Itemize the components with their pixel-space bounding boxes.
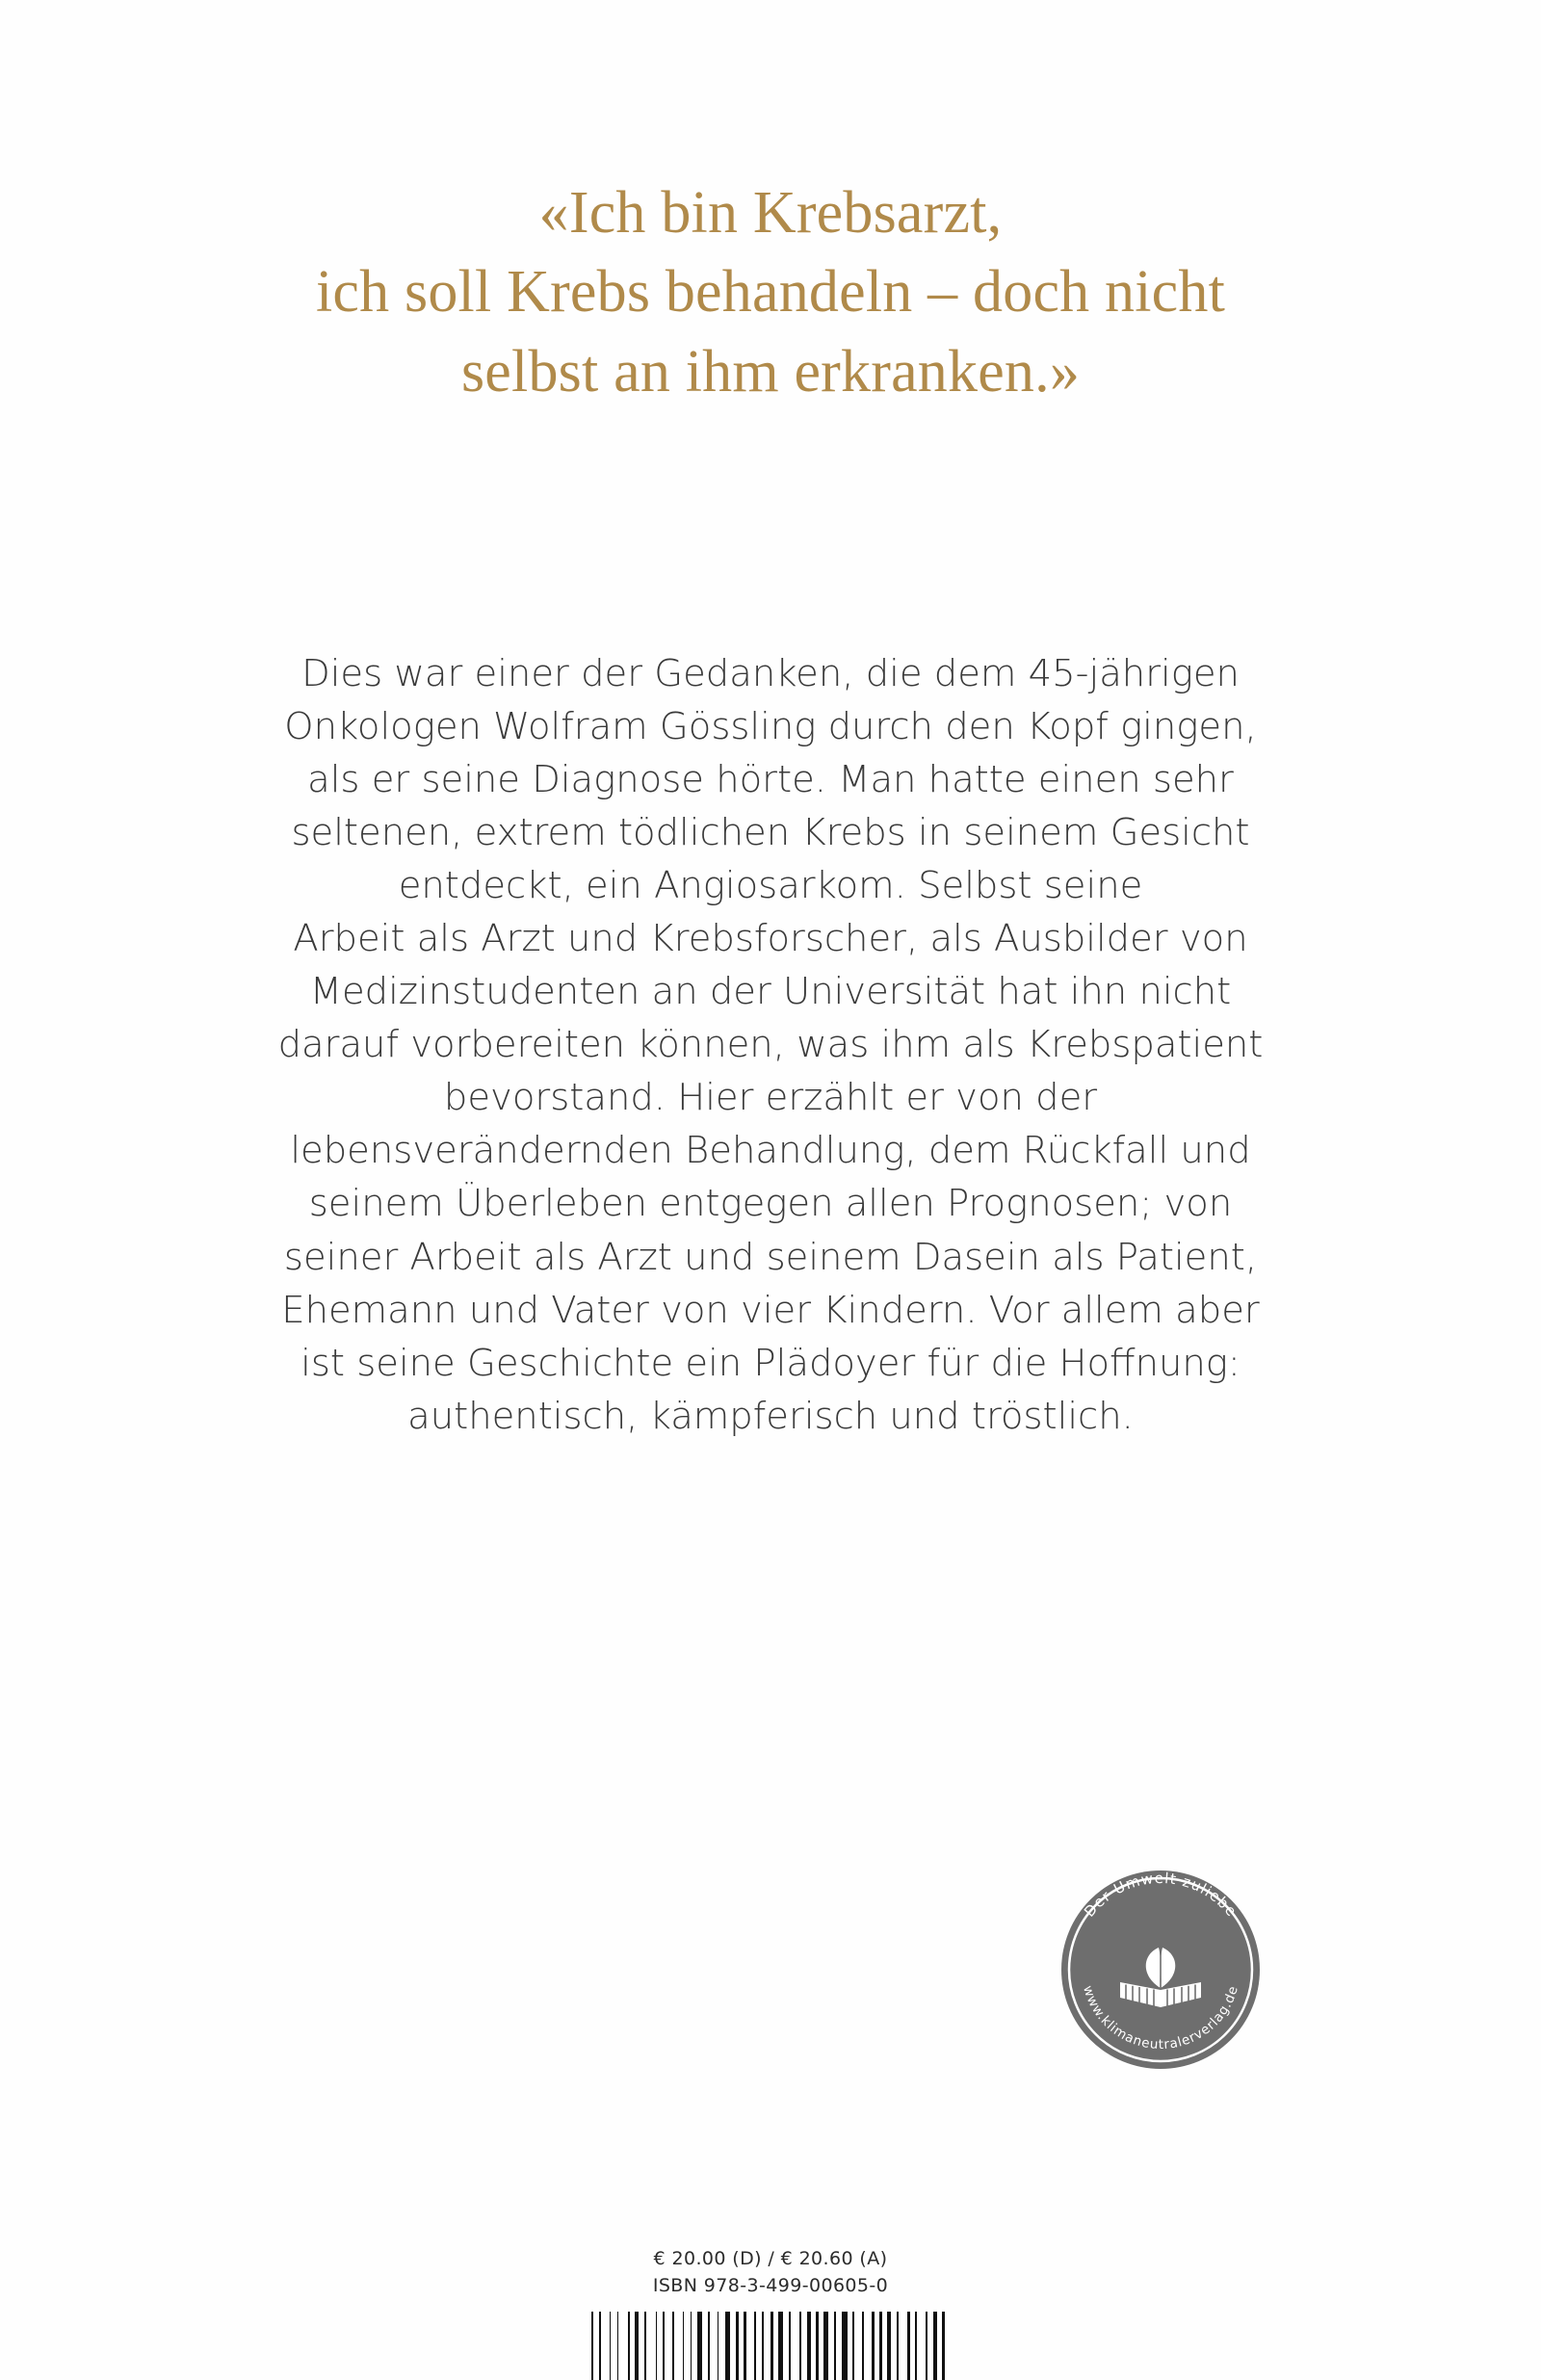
- isbn-text: ISBN 978-3-499-00605-0: [652, 2274, 889, 2296]
- seal-top-text: Der Umwelt zuliebe: [1081, 1869, 1241, 1921]
- pull-quote: [125, 173, 1416, 411]
- barcode-bar: [741, 2312, 743, 2380]
- barcode-bar: [907, 2312, 909, 2380]
- barcode-bar: [893, 2312, 895, 2380]
- barcode-bar: [595, 2312, 597, 2380]
- barcode-bar: [617, 2312, 619, 2380]
- barcode-bar: [919, 2312, 924, 2380]
- barcode-bar: [628, 2312, 630, 2380]
- barcode-bar: [884, 2312, 886, 2380]
- barcode-bar: [942, 2312, 944, 2380]
- barcode-bar: [640, 2312, 642, 2380]
- barcode-bar: [663, 2312, 665, 2380]
- blurb-line-13: Ehemann und Vater von vier Kindern. Vor allem aber: [281, 1288, 1260, 1332]
- barcode-bar: [770, 2312, 772, 2380]
- barcode-bar: [933, 2312, 937, 2380]
- barcode-bar: [659, 2312, 661, 2380]
- barcode-bar: [748, 2312, 753, 2380]
- barcode-bar: [603, 2312, 608, 2380]
- climate-neutral-seal: [1050, 1859, 1271, 2080]
- barcode-bar: [785, 2312, 787, 2380]
- blurb-line-15: authentisch, kämpferisch und tröstlich.: [407, 1394, 1134, 1438]
- pull-quote-line-3: selbst an ihm erkranken.»: [460, 338, 1081, 405]
- barcode-bar: [648, 2312, 653, 2380]
- price-text: € 20.00 (D) / € 20.60 (A): [653, 2248, 888, 2269]
- barcode-bar: [849, 2312, 851, 2380]
- barcode-bar: [912, 2312, 914, 2380]
- barcode-bar: [856, 2312, 860, 2380]
- blurb-line-7: Medizinstudenten an der Universität hat ihn nicht: [309, 970, 1232, 1014]
- barcode-bar: [876, 2312, 878, 2380]
- barcode-bar: [872, 2312, 874, 2380]
- barcode-bar: [766, 2312, 770, 2380]
- barcode-bar: [897, 2312, 899, 2380]
- barcode-bar: [879, 2312, 881, 2380]
- price-isbn-block: [0, 2246, 1541, 2299]
- ean13-barcode: [591, 2312, 950, 2380]
- barcode-bar: [708, 2312, 710, 2380]
- barcode-bar: [613, 2312, 614, 2380]
- blurb-line-8: darauf vorbereiten können, was ihm als Krebspatient: [277, 1023, 1264, 1067]
- barcode-bar: [656, 2312, 658, 2380]
- blurb-line-4: seltenen, extrem tödlichen Krebs in seinem Gesicht: [291, 811, 1250, 855]
- barcode-bar: [644, 2312, 646, 2380]
- barcode-bar: [736, 2312, 739, 2380]
- barcode-bar: [816, 2312, 818, 2380]
- barcode-bar: [793, 2312, 797, 2380]
- barcode-bar: [947, 2312, 949, 2380]
- barcode-bars: [591, 2312, 950, 2380]
- barcode-bar: [803, 2312, 805, 2380]
- barcode-bar: [778, 2312, 783, 2380]
- barcode-bar: [823, 2312, 828, 2380]
- blurb-line-6: Arbeit als Arzt und Krebsforscher, als Ausbilder von: [293, 917, 1248, 961]
- blurb-line-14: ist seine Geschichte ein Plädoyer für die Hoffnung:: [300, 1341, 1241, 1385]
- blurb-line-5: entdeckt, ein Angiosarkom. Selbst seine: [398, 864, 1143, 908]
- barcode-bar: [789, 2312, 791, 2380]
- barcode-bar: [744, 2312, 745, 2380]
- barcode-bar: [852, 2312, 854, 2380]
- barcode-bar: [887, 2312, 891, 2380]
- blurb-line-10: lebensverändernden Behandlung, dem Rückfall und: [290, 1129, 1251, 1173]
- barcode-bar: [821, 2312, 823, 2380]
- barcode-bar: [720, 2312, 722, 2380]
- barcode-bar: [926, 2312, 927, 2380]
- barcode-bar: [725, 2312, 730, 2380]
- barcode-bar: [732, 2312, 734, 2380]
- barcode-bar: [599, 2312, 601, 2380]
- blurb-line-2: Onkologen Wolfram Gössling durch den Kopf gingen,: [284, 705, 1257, 749]
- barcode-bar: [762, 2312, 764, 2380]
- barcode-bar: [691, 2312, 692, 2380]
- barcode-bar: [676, 2312, 681, 2380]
- barcode-bar: [838, 2312, 840, 2380]
- barcode-bar: [929, 2312, 931, 2380]
- barcode-bar: [830, 2312, 832, 2380]
- blurb-line-12: seiner Arbeit als Arzt und seinem Dasein als Patient,: [283, 1235, 1258, 1279]
- barcode-bar: [842, 2312, 847, 2380]
- barcode-bar: [635, 2312, 639, 2380]
- barcode-bar: [758, 2312, 760, 2380]
- barcode-bar: [901, 2312, 905, 2380]
- barcode-bar: [632, 2312, 634, 2380]
- blurb-line-9: bevorstand. Hier erzählt er von der: [443, 1076, 1098, 1120]
- blurb-line-3: als er seine Diagnose hörte. Man hatte einen sehr: [307, 758, 1234, 802]
- barcode-bar: [693, 2312, 695, 2380]
- barcode-bar: [799, 2312, 801, 2380]
- barcode-bar: [915, 2312, 917, 2380]
- barcode-bar: [683, 2312, 685, 2380]
- barcode-bar: [862, 2312, 864, 2380]
- barcode-bar: [712, 2312, 716, 2380]
- barcode-bar: [813, 2312, 815, 2380]
- pull-quote-line-1: «Ich bin Krebsarzt,: [538, 180, 1003, 246]
- barcode-bar: [939, 2312, 941, 2380]
- barcode-bar: [666, 2312, 670, 2380]
- barcode-bar: [620, 2312, 625, 2380]
- barcode-bar: [672, 2312, 674, 2380]
- blurb-line-11: seinem Überleben entgegen allen Prognosen; von: [308, 1182, 1233, 1226]
- barcode-bar: [697, 2312, 702, 2380]
- barcode-bar: [807, 2312, 811, 2380]
- seal-bottom-text: www.klimaneutralerverlag.de: [1080, 1983, 1241, 2053]
- book-blurb: [183, 647, 1358, 1443]
- blurb-line-1: Dies war einer der Gedanken, die dem 45-jährigen: [301, 652, 1240, 695]
- barcode-bar: [704, 2312, 706, 2380]
- barcode-bar: [591, 2312, 593, 2380]
- barcode-bar: [686, 2312, 688, 2380]
- barcode-bar: [866, 2312, 871, 2380]
- barcode-bar: [834, 2312, 836, 2380]
- barcode-bar: [775, 2312, 777, 2380]
- barcode-bar: [610, 2312, 612, 2380]
- pull-quote-line-2: ich soll Krebs behandeln – doch nicht: [315, 259, 1226, 326]
- barcode-bar: [754, 2312, 756, 2380]
- barcode-bar: [718, 2312, 719, 2380]
